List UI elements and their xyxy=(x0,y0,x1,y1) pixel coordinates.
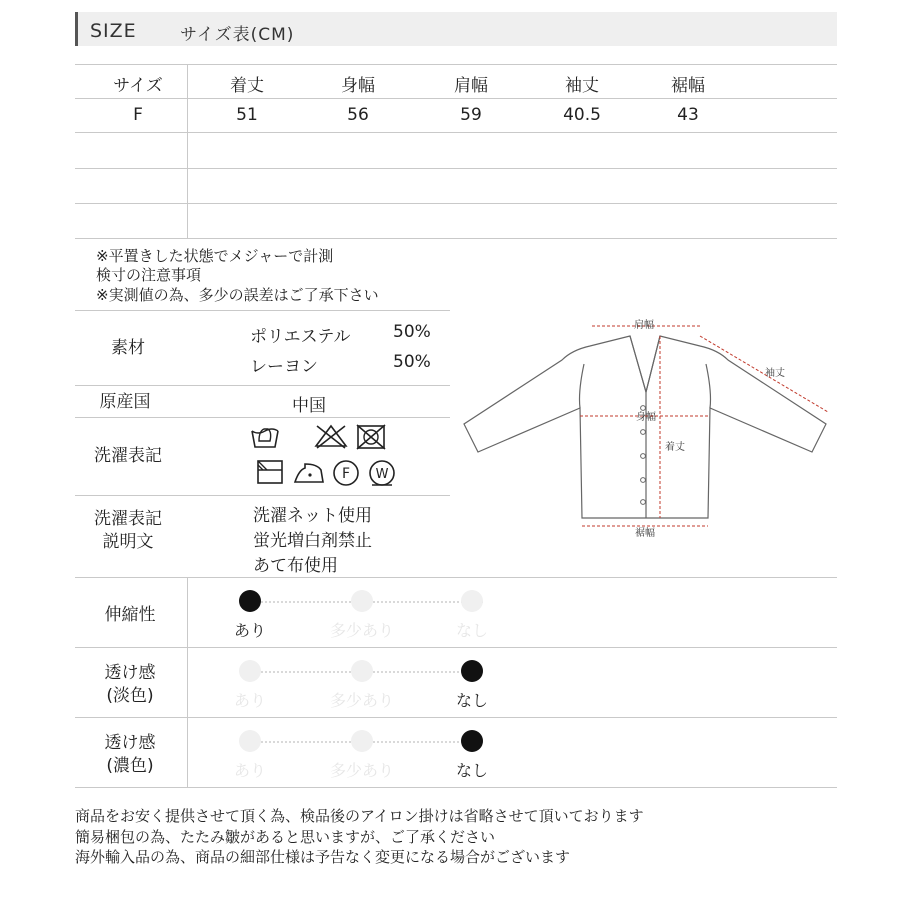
col-header-sleeve: 袖丈 xyxy=(565,76,599,96)
table-line xyxy=(75,238,837,239)
col-header-body-width: 身幅 xyxy=(341,76,375,96)
footer-note: 商品をお安く提供させて頂く為、検品後のアイロン掛けは省略させて頂いております xyxy=(75,807,644,825)
table-line xyxy=(75,310,450,311)
material-percent: 50% xyxy=(393,322,431,342)
footer-note: 海外輸入品の為、商品の細部仕様は予告なく変更になる場合がございます xyxy=(75,848,571,866)
care-desc-label-1: 洗濯表記 xyxy=(94,509,162,529)
scale-label: 透け感 xyxy=(104,663,156,683)
table-line xyxy=(75,647,837,648)
scale-option-label: 多少あり xyxy=(329,691,394,710)
scale-label: 伸縮性 xyxy=(104,605,156,625)
material-percent: 50% xyxy=(393,352,431,372)
no-bleach-icon xyxy=(314,423,348,449)
label-body-width: 身幅 xyxy=(636,412,656,423)
table-divider xyxy=(187,64,188,238)
table-divider xyxy=(187,577,188,787)
material-name: ポリエステル xyxy=(250,327,351,347)
material-label: 素材 xyxy=(111,338,145,358)
table-line xyxy=(75,385,450,386)
garment-diagram xyxy=(460,312,832,546)
scale-label-sub: (濃色) xyxy=(106,756,154,776)
label-length: 着丈 xyxy=(665,442,685,453)
col-header-length: 着丈 xyxy=(230,76,264,96)
origin-label: 原産国 xyxy=(99,392,151,412)
table-line xyxy=(75,203,837,204)
scale-dot xyxy=(351,590,373,612)
hand-wash-30-icon xyxy=(249,423,281,451)
cell-sleeve: 40.5 xyxy=(563,105,601,125)
line-dry-shade-icon xyxy=(255,458,285,486)
measurement-lines xyxy=(580,326,828,526)
table-line xyxy=(75,98,837,99)
care-desc-label-2: 説明文 xyxy=(102,532,154,552)
cell-length: 51 xyxy=(236,105,258,125)
cell-hem: 43 xyxy=(677,105,699,125)
care-desc-line: 蛍光増白剤禁止 xyxy=(253,531,372,551)
material-name: レーヨン xyxy=(250,357,318,377)
scale-dot xyxy=(461,590,483,612)
cell-body-width: 56 xyxy=(347,105,369,125)
label-shoulder: 肩幅 xyxy=(634,320,654,331)
scale-label-sub: (淡色) xyxy=(106,686,154,706)
scale-option-label: あり xyxy=(233,761,266,780)
scale-option-label: なし xyxy=(455,761,488,780)
scale-option-label: あり xyxy=(233,621,266,640)
note-line: ※実測値の為、多少の誤差はご了承下さい xyxy=(96,286,379,304)
scale-dot-selected xyxy=(239,590,261,612)
wet-clean-w-icon xyxy=(367,458,397,488)
no-tumble-dry-icon xyxy=(355,423,387,451)
iron-low-icon xyxy=(291,458,327,486)
scale-option-label: 多少あり xyxy=(329,621,394,640)
dry-clean-f-icon xyxy=(331,458,361,488)
wet-clean-letter: W xyxy=(375,467,389,482)
cell-size: F xyxy=(133,105,143,125)
table-line xyxy=(75,64,837,65)
scale-label: 透け感 xyxy=(104,733,156,753)
scale-option-label: なし xyxy=(455,691,488,710)
table-line xyxy=(75,168,837,169)
col-header-hem: 裾幅 xyxy=(671,76,705,96)
scale-dot xyxy=(351,660,373,682)
table-line xyxy=(75,717,837,718)
scale-option-label: なし xyxy=(455,621,488,640)
table-line xyxy=(75,577,837,578)
care-desc-line: 洗濯ネット使用 xyxy=(253,506,372,526)
cardigan-outline-icon xyxy=(464,336,826,518)
table-line xyxy=(75,132,837,133)
col-header-shoulder: 肩幅 xyxy=(454,76,488,96)
header-size-label: SIZE xyxy=(90,20,137,42)
scale-option-label: あり xyxy=(233,691,266,710)
label-hem: 裾幅 xyxy=(635,528,655,539)
note-line: 検寸の注意事項 xyxy=(96,266,202,284)
dry-clean-letter: F xyxy=(341,466,351,482)
care-label: 洗濯表記 xyxy=(94,446,162,466)
scale-dot-selected xyxy=(461,730,483,752)
scale-dot xyxy=(351,730,373,752)
table-line xyxy=(75,417,450,418)
scale-dot xyxy=(239,660,261,682)
table-line xyxy=(75,495,450,496)
origin-value: 中国 xyxy=(292,396,326,416)
header-subtitle: サイズ表(CM) xyxy=(180,25,295,45)
cell-shoulder: 59 xyxy=(460,105,482,125)
col-header-size: サイズ xyxy=(113,76,163,96)
header-accent-bar xyxy=(75,12,78,46)
scale-dot xyxy=(239,730,261,752)
care-desc-line: あて布使用 xyxy=(253,556,338,576)
label-sleeve: 袖丈 xyxy=(765,368,785,379)
note-line: ※平置きした状態でメジャーで計測 xyxy=(96,247,334,265)
scale-option-label: 多少あり xyxy=(329,761,394,780)
scale-dot-selected xyxy=(461,660,483,682)
footer-note: 簡易梱包の為、たたみ皺があると思いますが、ご了承ください xyxy=(75,828,496,846)
table-line xyxy=(75,787,837,788)
